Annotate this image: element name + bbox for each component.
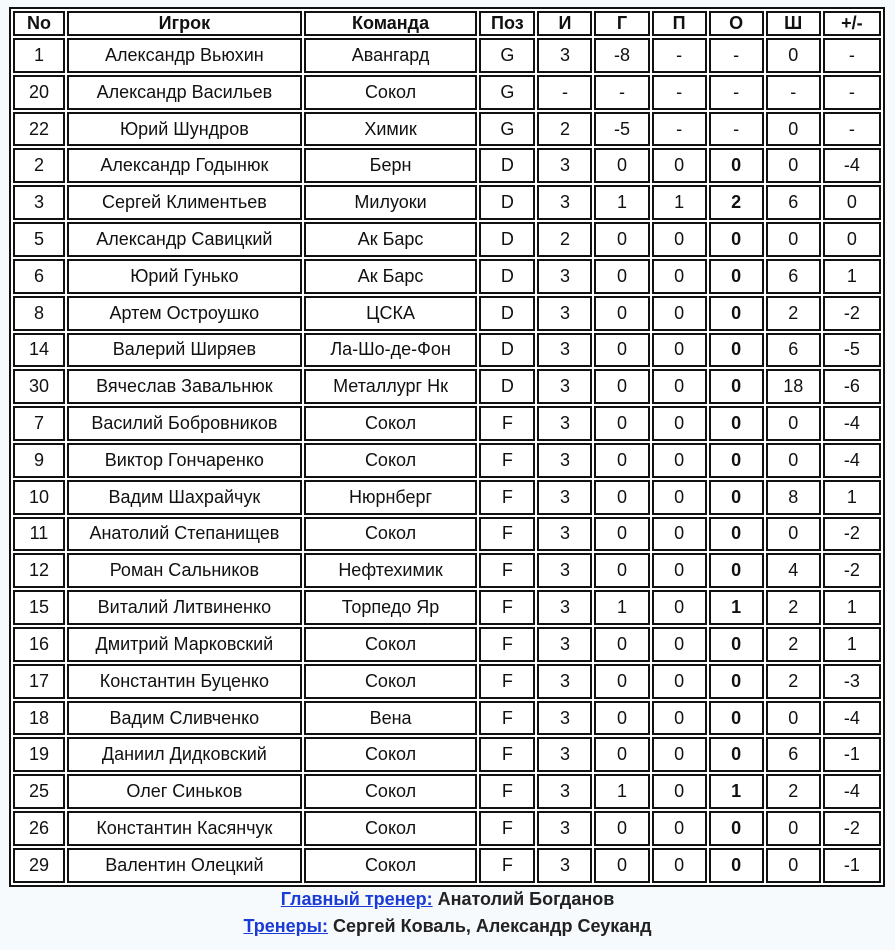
plusminus-cell: - xyxy=(823,38,881,73)
team-cell: Ла-Шо-де-Фон xyxy=(304,333,478,368)
head-coach-line xyxy=(0,886,895,913)
assists-cell: 0 xyxy=(652,369,707,404)
table-row xyxy=(13,222,881,257)
assists-cell: 0 xyxy=(652,222,707,257)
plusminus-cell: -3 xyxy=(823,664,881,699)
position-cell: G xyxy=(479,75,535,110)
team-cell: Ак Барс xyxy=(304,222,478,257)
goals-cell: 0 xyxy=(594,848,649,883)
table-body xyxy=(13,38,881,883)
header-cell: Команда xyxy=(304,11,478,36)
goals-cell: 0 xyxy=(594,664,649,699)
penalties-cell: 4 xyxy=(766,553,821,588)
table-row xyxy=(13,259,881,294)
points-cell: 0 xyxy=(709,406,764,441)
table-row xyxy=(13,737,881,772)
position-cell: D xyxy=(479,222,535,257)
player-cell: Александр Годынюк xyxy=(67,148,302,183)
goals-cell: 0 xyxy=(594,811,649,846)
plusminus-cell: - xyxy=(823,75,881,110)
header-row xyxy=(13,11,881,36)
goals-cell: 1 xyxy=(594,590,649,625)
plusminus-cell: - xyxy=(823,112,881,147)
number-cell: 10 xyxy=(13,480,65,515)
team-cell: Нюрнберг xyxy=(304,480,478,515)
penalties-cell: 0 xyxy=(766,222,821,257)
penalties-cell: 6 xyxy=(766,259,821,294)
goals-cell: 1 xyxy=(594,774,649,809)
position-cell: G xyxy=(479,112,535,147)
position-cell: D xyxy=(479,259,535,294)
table-row xyxy=(13,848,881,883)
player-cell: Валерий Ширяев xyxy=(67,333,302,368)
position-cell: D xyxy=(479,369,535,404)
number-cell: 14 xyxy=(13,333,65,368)
number-cell: 3 xyxy=(13,185,65,220)
player-cell: Валентин Олецкий xyxy=(67,848,302,883)
number-cell: 6 xyxy=(13,259,65,294)
points-cell: 1 xyxy=(709,590,764,625)
table-row xyxy=(13,38,881,73)
penalties-cell: 6 xyxy=(766,737,821,772)
position-cell: F xyxy=(479,774,535,809)
table-row xyxy=(13,112,881,147)
goals-cell: 0 xyxy=(594,627,649,662)
assists-cell: - xyxy=(652,75,707,110)
player-cell: Вячеслав Завальнюк xyxy=(67,369,302,404)
player-cell: Вадим Шахрайчук xyxy=(67,480,302,515)
games-cell: 3 xyxy=(537,369,592,404)
team-cell: Металлург Нк xyxy=(304,369,478,404)
goals-cell: 1 xyxy=(594,185,649,220)
points-cell: - xyxy=(709,75,764,110)
position-cell: D xyxy=(479,148,535,183)
position-cell: F xyxy=(479,627,535,662)
position-cell: F xyxy=(479,811,535,846)
points-cell: - xyxy=(709,38,764,73)
goals-cell: 0 xyxy=(594,222,649,257)
table-row xyxy=(13,75,881,110)
points-cell: 0 xyxy=(709,369,764,404)
plusminus-cell: -4 xyxy=(823,774,881,809)
header-cell: Г xyxy=(594,11,649,36)
number-cell: 15 xyxy=(13,590,65,625)
penalties-cell: 0 xyxy=(766,112,821,147)
number-cell: 9 xyxy=(13,443,65,478)
penalties-cell: 18 xyxy=(766,369,821,404)
games-cell: 3 xyxy=(537,333,592,368)
number-cell: 1 xyxy=(13,38,65,73)
plusminus-cell: -5 xyxy=(823,333,881,368)
games-cell: 3 xyxy=(537,185,592,220)
position-cell: F xyxy=(479,406,535,441)
coaches-footer xyxy=(0,886,895,940)
team-cell: Торпедо Яр xyxy=(304,590,478,625)
points-cell: 0 xyxy=(709,333,764,368)
assists-cell: 0 xyxy=(652,553,707,588)
penalties-cell: - xyxy=(766,75,821,110)
plusminus-cell: 1 xyxy=(823,259,881,294)
assists-cell: 0 xyxy=(652,774,707,809)
plusminus-cell: -2 xyxy=(823,553,881,588)
penalties-cell: 2 xyxy=(766,590,821,625)
player-cell: Александр Вьюхин xyxy=(67,38,302,73)
penalties-cell: 0 xyxy=(766,811,821,846)
games-cell: 3 xyxy=(537,259,592,294)
points-cell: 2 xyxy=(709,185,764,220)
assists-cell: 0 xyxy=(652,737,707,772)
team-cell: Сокол xyxy=(304,517,478,552)
penalties-cell: 0 xyxy=(766,517,821,552)
player-cell: Константин Буценко xyxy=(67,664,302,699)
player-cell: Вадим Сливченко xyxy=(67,701,302,736)
games-cell: 3 xyxy=(537,701,592,736)
position-cell: F xyxy=(479,848,535,883)
games-cell: 3 xyxy=(537,590,592,625)
penalties-cell: 6 xyxy=(766,333,821,368)
position-cell: G xyxy=(479,38,535,73)
goals-cell: 0 xyxy=(594,443,649,478)
plusminus-cell: -4 xyxy=(823,443,881,478)
player-cell: Виктор Гончаренко xyxy=(67,443,302,478)
games-cell: 3 xyxy=(537,664,592,699)
points-cell: 0 xyxy=(709,553,764,588)
player-cell: Юрий Шундров xyxy=(67,112,302,147)
header-cell: Игрок xyxy=(67,11,302,36)
points-cell: - xyxy=(709,112,764,147)
penalties-cell: 2 xyxy=(766,774,821,809)
table-row xyxy=(13,296,881,331)
goals-cell: 0 xyxy=(594,369,649,404)
goals-cell: 0 xyxy=(594,333,649,368)
header-cell: Поз xyxy=(479,11,535,36)
player-cell: Александр Васильев xyxy=(67,75,302,110)
goals-cell: 0 xyxy=(594,701,649,736)
number-cell: 8 xyxy=(13,296,65,331)
team-cell: Сокол xyxy=(304,737,478,772)
penalties-cell: 2 xyxy=(766,296,821,331)
assists-cell: 0 xyxy=(652,148,707,183)
games-cell: 3 xyxy=(537,811,592,846)
head-coach-name: Анатолий Богданов xyxy=(437,889,615,909)
assists-cell: 1 xyxy=(652,185,707,220)
header-cell: +/- xyxy=(823,11,881,36)
assists-cell: 0 xyxy=(652,701,707,736)
assists-cell: 0 xyxy=(652,811,707,846)
player-cell: Олег Синьков xyxy=(67,774,302,809)
position-cell: D xyxy=(479,296,535,331)
points-cell: 0 xyxy=(709,811,764,846)
player-cell: Роман Сальников xyxy=(67,553,302,588)
header-cell: П xyxy=(652,11,707,36)
points-cell: 0 xyxy=(709,259,764,294)
penalties-cell: 0 xyxy=(766,148,821,183)
player-cell: Виталий Литвиненко xyxy=(67,590,302,625)
table-row xyxy=(13,185,881,220)
player-cell: Даниил Дидковский xyxy=(67,737,302,772)
goals-cell: 0 xyxy=(594,259,649,294)
assists-cell: 0 xyxy=(652,590,707,625)
team-cell: Сокол xyxy=(304,664,478,699)
plusminus-cell: 1 xyxy=(823,590,881,625)
assists-cell: 0 xyxy=(652,333,707,368)
games-cell: 3 xyxy=(537,296,592,331)
plusminus-cell: -4 xyxy=(823,406,881,441)
goals-cell: 0 xyxy=(594,737,649,772)
table-row xyxy=(13,664,881,699)
number-cell: 18 xyxy=(13,701,65,736)
number-cell: 7 xyxy=(13,406,65,441)
number-cell: 30 xyxy=(13,369,65,404)
penalties-cell: 0 xyxy=(766,848,821,883)
table-row xyxy=(13,553,881,588)
number-cell: 22 xyxy=(13,112,65,147)
team-cell: Ак Барс xyxy=(304,259,478,294)
games-cell: 3 xyxy=(537,443,592,478)
goals-cell: 0 xyxy=(594,480,649,515)
penalties-cell: 2 xyxy=(766,627,821,662)
games-cell: 3 xyxy=(537,774,592,809)
table-row xyxy=(13,148,881,183)
number-cell: 26 xyxy=(13,811,65,846)
assists-cell: - xyxy=(652,38,707,73)
team-cell: Сокол xyxy=(304,811,478,846)
position-cell: F xyxy=(479,443,535,478)
table-row xyxy=(13,627,881,662)
player-cell: Дмитрий Марковский xyxy=(67,627,302,662)
goals-cell: 0 xyxy=(594,553,649,588)
position-cell: F xyxy=(479,737,535,772)
goals-cell: -5 xyxy=(594,112,649,147)
team-cell: Берн xyxy=(304,148,478,183)
plusminus-cell: -2 xyxy=(823,296,881,331)
coaches-link[interactable]: Тренеры: xyxy=(243,916,329,936)
team-cell: Сокол xyxy=(304,627,478,662)
points-cell: 0 xyxy=(709,664,764,699)
assists-cell: 0 xyxy=(652,517,707,552)
penalties-cell: 8 xyxy=(766,480,821,515)
games-cell: 3 xyxy=(537,737,592,772)
team-cell: Сокол xyxy=(304,406,478,441)
plusminus-cell: 0 xyxy=(823,185,881,220)
player-cell: Константин Касянчук xyxy=(67,811,302,846)
head-coach-link[interactable]: Главный тренер: xyxy=(280,889,433,909)
points-cell: 0 xyxy=(709,701,764,736)
table-row xyxy=(13,443,881,478)
player-cell: Александр Савицкий xyxy=(67,222,302,257)
points-cell: 0 xyxy=(709,222,764,257)
goals-cell: 0 xyxy=(594,517,649,552)
team-cell: Милуоки xyxy=(304,185,478,220)
penalties-cell: 0 xyxy=(766,38,821,73)
header-cell: Ш xyxy=(766,11,821,36)
penalties-cell: 0 xyxy=(766,443,821,478)
position-cell: D xyxy=(479,333,535,368)
coaches-names: Сергей Коваль, Александр Сеуканд xyxy=(333,916,652,936)
table-row xyxy=(13,369,881,404)
table-row xyxy=(13,480,881,515)
table-row xyxy=(13,333,881,368)
points-cell: 1 xyxy=(709,774,764,809)
roster-table xyxy=(9,7,885,887)
games-cell: 3 xyxy=(537,480,592,515)
penalties-cell: 0 xyxy=(766,406,821,441)
team-cell: Авангард xyxy=(304,38,478,73)
table-row xyxy=(13,517,881,552)
position-cell: F xyxy=(479,553,535,588)
team-cell: Сокол xyxy=(304,774,478,809)
team-cell: Сокол xyxy=(304,75,478,110)
position-cell: D xyxy=(479,185,535,220)
team-cell: Химик xyxy=(304,112,478,147)
assists-cell: 0 xyxy=(652,480,707,515)
number-cell: 2 xyxy=(13,148,65,183)
assists-cell: - xyxy=(652,112,707,147)
team-cell: Вена xyxy=(304,701,478,736)
goals-cell: - xyxy=(594,75,649,110)
plusminus-cell: -1 xyxy=(823,848,881,883)
header-cell: No xyxy=(13,11,65,36)
games-cell: - xyxy=(537,75,592,110)
points-cell: 0 xyxy=(709,848,764,883)
player-cell: Анатолий Степанищев xyxy=(67,517,302,552)
games-cell: 2 xyxy=(537,112,592,147)
plusminus-cell: 0 xyxy=(823,222,881,257)
games-cell: 3 xyxy=(537,148,592,183)
table-header xyxy=(13,11,881,36)
number-cell: 16 xyxy=(13,627,65,662)
games-cell: 3 xyxy=(537,553,592,588)
points-cell: 0 xyxy=(709,737,764,772)
goals-cell: 0 xyxy=(594,296,649,331)
points-cell: 0 xyxy=(709,517,764,552)
games-cell: 3 xyxy=(537,517,592,552)
number-cell: 19 xyxy=(13,737,65,772)
plusminus-cell: -1 xyxy=(823,737,881,772)
assists-cell: 0 xyxy=(652,627,707,662)
points-cell: 0 xyxy=(709,443,764,478)
penalties-cell: 0 xyxy=(766,701,821,736)
games-cell: 2 xyxy=(537,222,592,257)
games-cell: 3 xyxy=(537,406,592,441)
position-cell: F xyxy=(479,701,535,736)
assists-cell: 0 xyxy=(652,296,707,331)
player-cell: Василий Бобровников xyxy=(67,406,302,441)
assists-cell: 0 xyxy=(652,443,707,478)
position-cell: F xyxy=(479,480,535,515)
penalties-cell: 2 xyxy=(766,664,821,699)
points-cell: 0 xyxy=(709,296,764,331)
number-cell: 29 xyxy=(13,848,65,883)
plusminus-cell: -6 xyxy=(823,369,881,404)
team-cell: Нефтехимик xyxy=(304,553,478,588)
games-cell: 3 xyxy=(537,38,592,73)
plusminus-cell: -4 xyxy=(823,701,881,736)
number-cell: 11 xyxy=(13,517,65,552)
number-cell: 17 xyxy=(13,664,65,699)
points-cell: 0 xyxy=(709,148,764,183)
table-row xyxy=(13,701,881,736)
plusminus-cell: 1 xyxy=(823,480,881,515)
table-row xyxy=(13,406,881,441)
games-cell: 3 xyxy=(537,848,592,883)
number-cell: 25 xyxy=(13,774,65,809)
team-cell: Сокол xyxy=(304,848,478,883)
header-cell: И xyxy=(537,11,592,36)
plusminus-cell: -2 xyxy=(823,811,881,846)
goals-cell: -8 xyxy=(594,38,649,73)
table-row xyxy=(13,774,881,809)
penalties-cell: 6 xyxy=(766,185,821,220)
team-cell: ЦСКА xyxy=(304,296,478,331)
team-cell: Сокол xyxy=(304,443,478,478)
assists-cell: 0 xyxy=(652,848,707,883)
header-cell: О xyxy=(709,11,764,36)
number-cell: 20 xyxy=(13,75,65,110)
goals-cell: 0 xyxy=(594,148,649,183)
plusminus-cell: -2 xyxy=(823,517,881,552)
assists-cell: 0 xyxy=(652,406,707,441)
number-cell: 5 xyxy=(13,222,65,257)
table-row xyxy=(13,590,881,625)
games-cell: 3 xyxy=(537,627,592,662)
assists-cell: 0 xyxy=(652,664,707,699)
player-cell: Сергей Климентьев xyxy=(67,185,302,220)
goals-cell: 0 xyxy=(594,406,649,441)
position-cell: F xyxy=(479,590,535,625)
table-row xyxy=(13,811,881,846)
points-cell: 0 xyxy=(709,627,764,662)
assists-cell: 0 xyxy=(652,259,707,294)
position-cell: F xyxy=(479,517,535,552)
plusminus-cell: -4 xyxy=(823,148,881,183)
number-cell: 12 xyxy=(13,553,65,588)
coaches-line xyxy=(0,913,895,940)
points-cell: 0 xyxy=(709,480,764,515)
position-cell: F xyxy=(479,664,535,699)
plusminus-cell: 1 xyxy=(823,627,881,662)
player-cell: Юрий Гунько xyxy=(67,259,302,294)
player-cell: Артем Остроушко xyxy=(67,296,302,331)
